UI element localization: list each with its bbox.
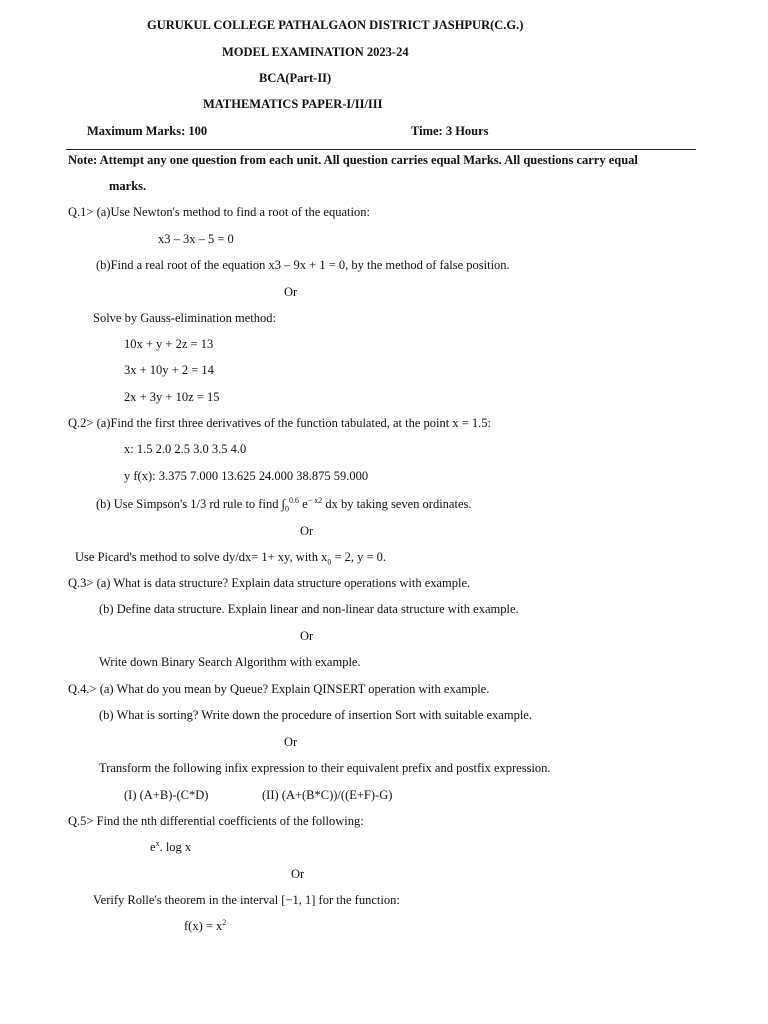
q5-expression — [150, 839, 191, 855]
q2-alt-text: Use Picard's method to solve dy/dx= 1+ xy, with x — [75, 550, 328, 564]
q2-b-e: e — [299, 497, 308, 511]
q4-or: Or — [284, 735, 298, 749]
q3-part-b: (b) Define data structure. Explain linear and non-linear data structure with example. — [99, 602, 519, 616]
college-name: GURUKUL COLLEGE PATHALGAON DISTRICT JASHPUR(C.G.) — [147, 18, 524, 32]
q2-alt-subscript: 0 — [327, 557, 332, 567]
q2-b-upper-limit: 0.6 — [289, 495, 299, 505]
q5-expr-superscript: x — [155, 838, 160, 848]
q4-part-a: Q.4.> (a) What do you mean by Queue? Explain QINSERT operation with example. — [68, 682, 490, 696]
course-title: BCA(Part-II) — [259, 71, 332, 85]
q5-expr-rest: . log x — [159, 840, 192, 854]
q1-system-eq-2: 3x + 10y + 2 = 14 — [124, 363, 214, 377]
paper-title: MATHEMATICS PAPER-I/II/III — [203, 97, 383, 111]
q2-or: Or — [300, 524, 314, 538]
q1-part-b: (b)Find a real root of the equation x3 – 9x + 1 = 0, by the method of false position. — [96, 258, 510, 272]
q1-part-a: Q.1> (a)Use Newton's method to find a root of the equation: — [68, 205, 370, 219]
q2-x-values: x: 1.5 2.0 2.5 3.0 3.5 4.0 — [124, 442, 247, 456]
q2-b-text: (b) Use Simpson's 1/3 rd rule to find ∫ — [96, 497, 285, 511]
q2-part-a: Q.2> (a)Find the first three derivatives of the function tabulated, at the point x = 1.5: — [68, 416, 492, 430]
q2-b-lower-limit: 0 — [285, 504, 289, 514]
q4-expression-1: (I) (A+B)-(C*D) — [124, 788, 209, 802]
q4-expression-2: (II) (A+(B*C))/((E+F)-G) — [262, 788, 393, 802]
exam-title: MODEL EXAMINATION 2023-24 — [222, 45, 409, 59]
q4-alternative: Transform the following infix expression to their equivalent prefix and postfix expression. — [99, 761, 551, 775]
q2-y-values: y f(x): 3.375 7.000 13.625 24.000 38.875 59.000 — [124, 469, 369, 483]
note-line-1: Note: Attempt any one question from each unit. All question carries equal Marks. All questions carry equal — [68, 153, 638, 167]
q2-b-exponent: − x2 — [307, 495, 323, 505]
q5-function-exponent: 2 — [222, 917, 227, 927]
q1-equation: x3 – 3x – 5 = 0 — [158, 232, 234, 246]
maximum-marks: Maximum Marks: 100 — [87, 124, 208, 138]
q2-part-b — [96, 496, 471, 512]
q1-alternative: Solve by Gauss-elimination method: — [93, 311, 276, 325]
q1-system-eq-3: 2x + 3y + 10z = 15 — [124, 390, 220, 404]
q2-alt-text-end: = 2, y = 0. — [331, 550, 387, 564]
q2-b-text-end: dx by taking seven ordinates. — [322, 497, 472, 511]
q5-function-text: f(x) = x — [184, 919, 223, 933]
q3-part-a: Q.3> (a) What is data structure? Explain data structure operations with example. — [68, 576, 471, 590]
q5-alternative: Verify Rolle's theorem in the interval [−1, 1] for the function: — [93, 893, 400, 907]
exam-time: Time: 3 Hours — [411, 124, 489, 138]
q5-function — [184, 918, 226, 934]
q5-expr-base: e — [150, 840, 156, 854]
q2-alternative — [75, 549, 386, 565]
header-divider — [66, 149, 696, 150]
q5-or: Or — [291, 867, 305, 881]
q4-part-b: (b) What is sorting? Write down the procedure of insertion Sort with suitable example. — [99, 708, 532, 722]
q5-part-a: Q.5> Find the nth differential coefficients of the following: — [68, 814, 364, 828]
q1-or: Or — [284, 285, 298, 299]
q1-system-eq-1: 10x + y + 2z = 13 — [124, 337, 214, 351]
q3-alternative: Write down Binary Search Algorithm with example. — [99, 655, 361, 669]
note-line-2: marks. — [109, 179, 147, 193]
q3-or: Or — [300, 629, 314, 643]
